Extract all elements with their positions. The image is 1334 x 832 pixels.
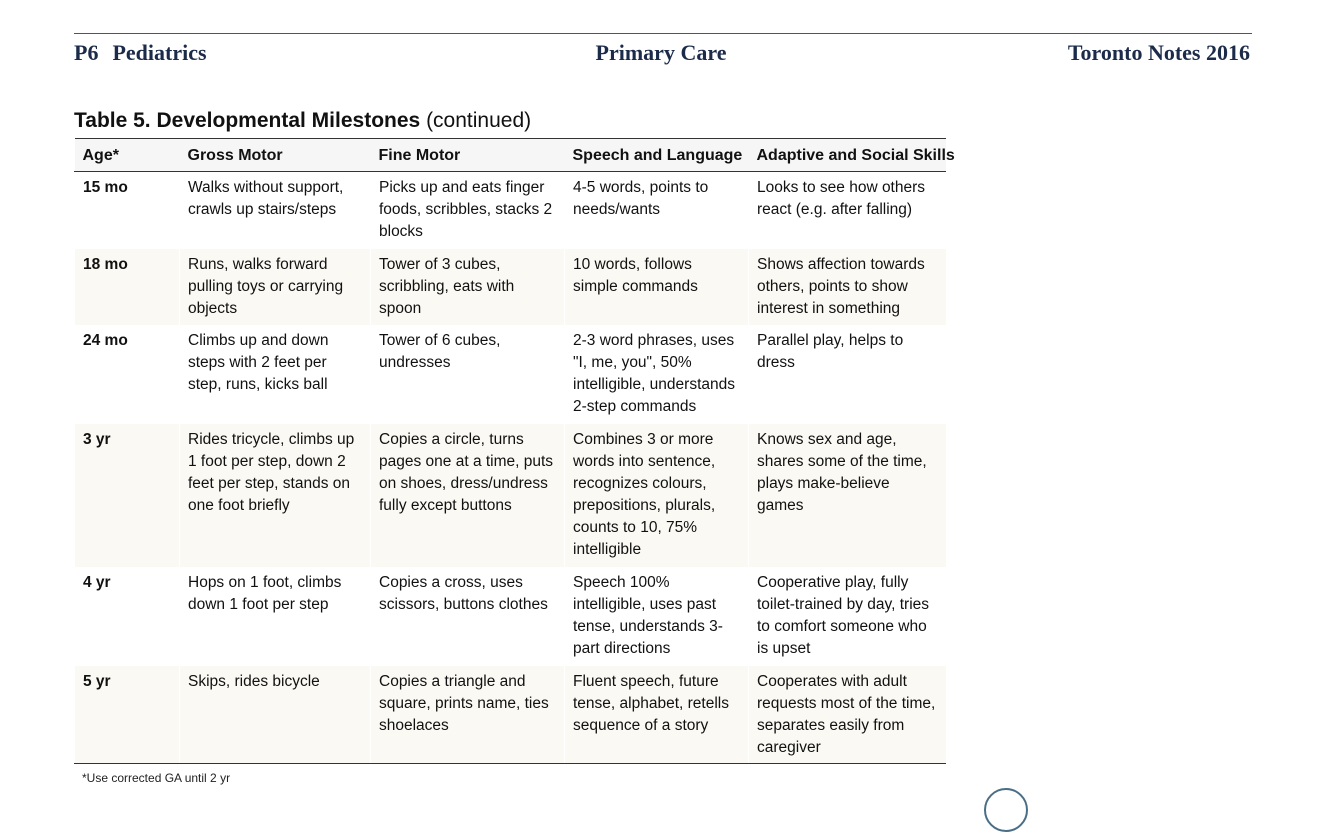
cell-adaptive: Knows sex and age, shares some of the time, plays make-believe games: [749, 424, 946, 567]
milestones-table: [74, 138, 955, 764]
table-row: [75, 666, 946, 764]
cell-speech: Speech 100% intelligible, uses past tense, understands 3-part directions: [565, 567, 749, 666]
page-number: P6: [74, 40, 99, 65]
cell-speech: 10 words, follows simple commands: [565, 249, 749, 325]
table-row: [75, 249, 946, 325]
table-title-main: Table 5. Developmental Milestones: [74, 109, 421, 132]
column-header-fine-motor: Fine Motor: [371, 139, 565, 172]
chapter-title: Primary Care: [595, 40, 727, 65]
cell-gross-motor: Runs, walks forward pulling toys or carrying objects: [180, 249, 371, 325]
column-header-gross-motor: Gross Motor: [180, 139, 371, 172]
table-row: [75, 567, 946, 666]
cell-age: 5 yr: [75, 666, 180, 764]
cell-speech: Fluent speech, future tense, alphabet, retells sequence of a story: [565, 666, 749, 764]
cell-fine-motor: Copies a cross, uses scissors, buttons clothes: [371, 567, 565, 666]
cell-adaptive: Shows affection towards others, points to show interest in something: [749, 249, 946, 325]
cell-fine-motor: Tower of 6 cubes, undresses: [371, 325, 565, 424]
table-row: [75, 424, 946, 567]
section-name: Pediatrics: [112, 40, 207, 65]
cell-age: 4 yr: [75, 567, 180, 666]
cell-age: 24 mo: [75, 325, 180, 424]
table-row: [75, 325, 946, 424]
cell-adaptive: Cooperative play, fully toilet-trained by day, tries to comfort someone who is upset: [749, 567, 946, 666]
book-title: Toronto Notes 2016: [1067, 40, 1250, 65]
cell-speech: 4-5 words, points to needs/wants: [565, 172, 749, 249]
header-rule: [74, 33, 1252, 34]
table-header-row: [75, 139, 946, 172]
cell-fine-motor: Copies a triangle and square, prints name, ties shoelaces: [371, 666, 565, 764]
table-row: [75, 172, 946, 249]
logo-icon: [984, 788, 1028, 832]
table-title-suffix: (continued): [426, 109, 532, 132]
cell-age: 3 yr: [75, 424, 180, 567]
cell-adaptive: Cooperates with adult requests most of the time, separates easily from caregiver: [749, 666, 946, 764]
column-header-speech: Speech and Language: [565, 139, 749, 172]
table-footnote: *Use corrected GA until 2 yr: [82, 771, 231, 785]
table-title: [74, 109, 531, 133]
cell-gross-motor: Hops on 1 foot, climbs down 1 foot per step: [180, 567, 371, 666]
cell-gross-motor: Climbs up and down steps with 2 feet per step, runs, kicks ball: [180, 325, 371, 424]
cell-adaptive: Looks to see how others react (e.g. after falling): [749, 172, 946, 249]
cell-fine-motor: Picks up and eats finger foods, scribbles, stacks 2 blocks: [371, 172, 565, 249]
cell-fine-motor: Tower of 3 cubes, scribbling, eats with spoon: [371, 249, 565, 325]
cell-speech: 2-3 word phrases, uses "I, me, you", 50% intelligible, understands 2-step commands: [565, 325, 749, 424]
cell-age: 15 mo: [75, 172, 180, 249]
cell-adaptive: Parallel play, helps to dress: [749, 325, 946, 424]
cell-age: 18 mo: [75, 249, 180, 325]
cell-gross-motor: Skips, rides bicycle: [180, 666, 371, 764]
cell-gross-motor: Rides tricycle, climbs up 1 foot per step, down 2 feet per step, stands on one foot briefly: [180, 424, 371, 567]
cell-speech: Combines 3 or more words into sentence, recognizes colours, prepositions, plurals, counts to 10, 75% intelligible: [565, 424, 749, 567]
cell-fine-motor: Copies a circle, turns pages one at a time, puts on shoes, dress/undress fully except buttons: [371, 424, 565, 567]
cell-gross-motor: Walks without support, crawls up stairs/steps: [180, 172, 371, 249]
column-header-age: Age*: [75, 139, 180, 172]
column-header-adaptive: Adaptive and Social Skills: [749, 139, 946, 172]
